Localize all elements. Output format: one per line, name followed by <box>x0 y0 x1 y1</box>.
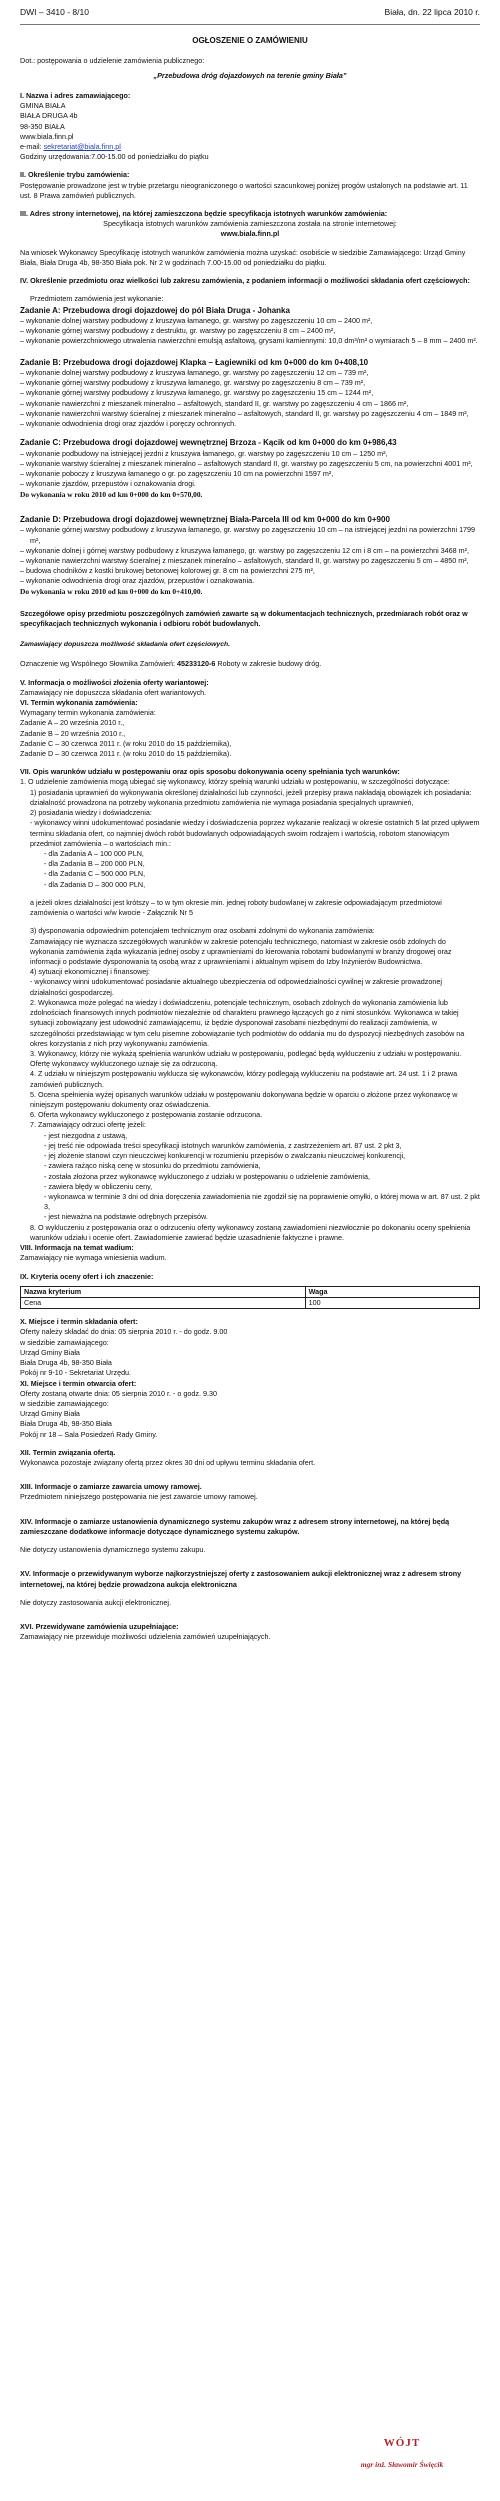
rejection-item: - jej złożenie stanowi czyn nieuczciwej konkurencji w rozumieniu przepisów o zwalczaniu nieuczciwej konkurencji, <box>44 1151 406 1161</box>
section-13-text: Przedmiotem niniejszego postępowania nie jest zawarcie umowy ramowej. <box>20 1492 258 1502</box>
submission-line: Pokój nr 9-10 - Sekretariat Urzędu. <box>20 1368 132 1378</box>
task-a-title: Zadanie A: Przebudowa drogi dojazdowej do pól Biała Druga - Johanka <box>20 305 290 315</box>
section-9 <box>20 1272 480 1310</box>
opening-line: Oferty zostaną otwarte dnia: 05 sierpnia 2010 r. - o godz. 9.30 <box>20 1388 217 1398</box>
address-line: BIAŁA DRUGA 4b <box>20 111 78 121</box>
task-c-title: Zadanie C: Przebudowa drogi dojazdowej wewnętrznej Brzoza - Kącik od km 0+000 do km 0+986,43 <box>20 438 397 448</box>
section-10 <box>20 1317 480 1378</box>
submission-line: w siedzibie zamawiającego: <box>20 1337 109 1347</box>
table-header-cell: Waga <box>305 1286 479 1297</box>
section-14-heading: XIV. Informacje o zamiarze ustanowienia dynamicznego systemu zakupów wraz z adresem strony internetowej, na której będą zamieszczane dodatkowe informacje dotyczące dynamicznego systemu zakupów. <box>20 1516 450 1536</box>
task-b-item: – wykonanie nawierzchni z mieszanek mineralno – asfaltowych, standard II, gr. warstwy po zagęszczeniu 4 cm – 1866 m², <box>20 398 409 408</box>
submission-line: Urząd Gminy Biała <box>20 1347 80 1357</box>
opening-line: Pokój nr 18 – Sala Posiedzeń Rady Gminy. <box>20 1429 158 1439</box>
section-11-heading: XI. Miejsce i termin otwarcia ofert: <box>20 1378 137 1388</box>
section-12-text: Wykonawca pozostaje związany ofertą przez okres 30 dni od upływu terminu składania ofert. <box>20 1458 316 1468</box>
section-5 <box>20 678 480 760</box>
section-7 <box>20 767 480 1243</box>
section-10-heading: X. Miejsce i termin składania ofert: <box>20 1317 138 1327</box>
condition-paragraph: 3. Wykonawcy, którzy nie wykażą spełnienia warunków udziału w postępowaniu, podlegać będą wykluczeniu z udziału w postępowaniu. Ofertę wykonawcy wykluczonego uznaje się za odrzuconą. <box>30 1048 462 1069</box>
condition-paragraph: 8. O wykluczeniu z postępowania oraz o odrzuceniu oferty wykonawcy zostaną zawiadomieni niezwłocznie po dokonaniu oceny spełnienia warunków udziału i ocenie ofert. Zawiadomienie zawierać będzie uzasadnienie faktyczne i prawne. <box>30 1222 471 1242</box>
task-d-note: Do wykonania w roku 2010 od km 0+000 do km 0+410,00. <box>20 586 203 596</box>
spec-website[interactable]: www.biala.finn.pl <box>220 229 280 239</box>
condition-paragraph: a jeżeli okres działalności jest krótszy – to w tym okresie min. jednej roboty budowlanej w zakresie odpowiadającym przedmiotowi zamówienia o wartości w/w kwocie - Załącznik Nr 5 <box>30 897 442 918</box>
table-header-cell: Nazwa kryterium <box>21 1286 306 1297</box>
section-3-text: Specyfikacja istotnych warunków zamówienia zamieszczona została na stronie internetowej: <box>103 219 397 229</box>
section-2-heading: II. Określenie trybu zamówienia: <box>20 170 130 180</box>
website-line: www.biala.finn.pl <box>20 131 74 141</box>
condition-paragraph: 4. Z udziału w niniejszym postępowaniu wyklucza się wykonawców, którzy podlegają wykluczeniu na podstawie art. 24 ust. 1 i 2 prawa zamówień publicznych. <box>30 1069 458 1089</box>
opening-line: w siedzibie zamawiającego: <box>20 1398 109 1408</box>
value-line: - dla Zadania A – 100 000 PLN, <box>44 849 144 858</box>
dot-line: Dot.: postępowania o udzielenie zamówienia publicznego: <box>20 56 205 66</box>
condition-paragraph: 2. Wykonawca może polegać na wiedzy i doświadczeniu, potencjale technicznym, osobach zdolnych do wykonania zamówienia lub zdolnościach finansowych innych podmiotów niezależnie od charakteru prawnego łączących go z nimi stosunków. Wykonawca w takiej sytuacji zobowiązany jest udowodnić zamawiającemu, iż będzie dysponował zasobami niezbędnymi do realizacji zamówienia, w szczególności przedstawiając w tym celu pisemne zobowiązanie tych podmiotów do oddania mu do dyspozycji niezbędnych zasobów na okres korzystania z nich przy wykonywaniu zamówienia. <box>30 997 465 1048</box>
task-b-title: Zadanie B: Przebudowa drogi dojazdowej Klapka – Łagiewniki od km 0+000 do km 0+408,10 <box>20 357 369 367</box>
table-row <box>21 1297 480 1308</box>
section-2-text: Postępowanie prowadzone jest w trybie przetargu nieograniczonego o wartości szacunkowej poniżej progów ustalonych na podstawie art. 11 ust. 8 Prawa zamówień publicznych. <box>20 180 468 200</box>
document-title: OGŁOSZENIE O ZAMÓWIENIU <box>192 36 308 46</box>
table-cell: 100 <box>305 1297 479 1308</box>
task-d-item: – wykonanie nawierzchni warstwy ścieralnej z mieszanek mineralno – asfaltowych, standard II, gr. warstwy po zagęszczeniu 5 cm – 4850 m², <box>20 556 469 566</box>
section-16 <box>20 1622 480 1642</box>
signature-stamp <box>342 2436 462 2470</box>
document-date: Biała, dn. 22 lipca 2010 r. <box>384 7 480 17</box>
cpv-line: Oznaczenie wg Wspólnego Słownika Zamówień: 45233120-6 Roboty w zakresie budowy dróg. <box>20 659 322 669</box>
task-a-item: – wykonanie powierzchniowego utrwalenia nawierzchni emulsją asfaltową, grysami kamiennymi: 10,0 dm³/m² o wymiarach 5 – 8 mm – 2400 m². <box>20 336 478 346</box>
cpv-code: 45233120-6 <box>177 659 216 669</box>
section-8-text: Zamawiający nie wymaga wniesienia wadium. <box>20 1253 167 1263</box>
section-7-heading: VII. Opis warunków udziału w postępowaniu oraz opis sposobu dokonywania oceny spełniania tych warunków: <box>20 767 400 777</box>
rejection-item: - jest nieważna na podstawie odrębnych przepisów. <box>44 1212 208 1222</box>
procurement-subject: „Przebudowa dróg dojazdowych na terenie gminy Biała” <box>153 70 347 80</box>
section-12 <box>20 1448 480 1468</box>
section-14-text: Nie dotyczy ustanowienia dynamicznego systemu zakupu. <box>20 1545 206 1555</box>
value-line: - dla Zadania C – 500 000 PLN, <box>44 869 146 879</box>
email-label: e-mail: <box>20 141 44 151</box>
opening-line: Biała Druga 4b, 98-350 Biała <box>20 1419 112 1429</box>
section-13-heading: XIII. Informacje o zamiarze zawarcia umowy ramowej. <box>20 1482 202 1492</box>
partial-offers-note: Zamawiający dopuszcza możliwość składania ofert częściowych. <box>20 640 231 648</box>
section-15 <box>20 1569 480 1608</box>
task-a-item: – wykonanie dolnej warstwy podbudowy z kruszywa łamanego, gr. warstwy po zagęszczeniu 10 cm – 2400 m², <box>20 315 373 325</box>
section-15-text: Nie dotyczy zastosowania aukcji elektronicznej. <box>20 1597 172 1607</box>
submission-line: Oferty należy składać do dnia: 05 sierpnia 2010 r. - do godz. 9.00 <box>20 1327 228 1337</box>
opening-line: Urząd Gminy Biała <box>20 1409 80 1419</box>
task-b-item: – wykonanie nawierzchni warstwy ścieralnej z mieszanek mineralno – asfaltowych, standard II, gr. warstwy po zagęszczeniu 4 cm – 1849 m², <box>20 408 469 418</box>
stamp-name: mgr inż. Sławomir Święcik <box>360 2459 444 2469</box>
task-b-item: – wykonanie górnej warstwy podbudowy z kruszywa łamanego, gr. warstwy po zagęszczeniu 8 cm – 739 m², <box>20 378 366 388</box>
email-link[interactable]: sekretariat@biala.finn.pl <box>43 141 121 151</box>
details-note: Szczegółowe opisy przedmiotu poszczególnych zamówień zawarte są w dokumentacjach technicznych, przedmiarach robót oraz w specyfikacjach technicznych wykonania i odbioru robót budowlanych. <box>20 609 468 629</box>
office-hours: Godziny urzędowania:7.00-15.00 od poniedziałku do piątku <box>20 152 209 162</box>
task-d-item: – budowa chodników z kostki brukowej betonowej kolorowej gr. 8 cm na powierzchni 275 m², <box>20 566 315 576</box>
task-c-item: – wykonanie podbudowy na istniejącej jezdni z kruszywa łamanego, gr. warstwy po zagęszczeniu 10 cm – 1250 m², <box>20 448 388 458</box>
task-b-item: – wykonanie odwodnienia drogi oraz zjazdów i poręczy ochronnych. <box>20 419 237 429</box>
address-line: 98-350 BIAŁA <box>20 121 65 131</box>
section-12-heading: XII. Termin związania ofertą. <box>20 1447 116 1457</box>
section-13 <box>20 1482 480 1502</box>
table-cell: Cena <box>21 1297 306 1308</box>
task-c-item: – wykonanie zjazdów, przepustów i oznakowania drogi. <box>20 479 196 489</box>
rejection-item: - została złożona przez wykonawcę wykluczonego z udziału w postępowaniu o udzielenie zamówienia, <box>44 1171 371 1181</box>
section-5-text: Zamawiający nie dopuszcza składania ofert wariantowych. <box>20 687 207 697</box>
task-d-item: – wykonanie górnej warstwy podbudowy z kruszywa łamanego, gr. warstwy po zagęszczeniu 10 cm – na istniejącej jezdni na powierzchni 1799 m², <box>20 525 476 545</box>
deadline-line: Zadanie A – 20 września 2010 r., <box>20 718 125 728</box>
section-15-heading: XV. Informacje o przewidywanym wyborze najkorzystniejszej oferty z zastosowaniem aukcji elektronicznej wraz z adresem strony internetowej, na której będzie prowadzona aukcja elektroniczna <box>20 1569 462 1589</box>
submission-line: Biała Druga 4b, 98-350 Biała <box>20 1358 112 1368</box>
section-5-heading: V. Informacja o możliwości złożenia oferty wariantowej: <box>20 677 209 687</box>
rejection-item: - zawiera błędy w obliczeniu ceny, <box>44 1181 153 1191</box>
condition-paragraph: 1) posiadania uprawnień do wykonywania określonej działalności lub czynności, jeżeli przepisy prawa nakładają obowiązek ich posiadania: działalność prowadzona na potrzeby wykonania przedmiotu zamówienia nie wymaga posiadania specjalnych uprawnień, <box>30 787 472 807</box>
rejection-item: - zawiera rażąco niską cenę w stosunku do przedmiotu zamówienia, <box>44 1161 261 1171</box>
condition-paragraph: 4) sytuacji ekonomicznej i finansowej: <box>30 967 150 977</box>
section-14 <box>20 1517 480 1556</box>
section-3-text2: Na wniosek Wykonawcy Specyfikację istotnych warunków zamówienia można uzyskać: osobiście w siedzibie Zamawiającego: Urząd Gminy Biała, Biała Druga 4b, 98-350 Biała pok. Nr 2 w godzinach 7.00-15.00 od poniedziałku do piątku. <box>20 247 466 267</box>
task-d-item: – wykonanie dolnej i górnej warstwy podbudowy z kruszywa łamanego, gr. warstwy po zagęszczeniu 12 cm i 8 cm – na powierzchni 3468 m², <box>20 545 470 555</box>
section-4-intro: Przedmiotem zamówienia jest wykonanie: <box>30 294 164 304</box>
deadline-line: Zadanie B – 20 września 2010 r., <box>20 728 126 738</box>
condition-paragraph: 7. Zamawiający odrzuci ofertę jeżeli: <box>30 1120 146 1130</box>
section-4-heading: IV. Określenie przedmiotu oraz wielkości lub zakresu zamówienia, z podaniem informacji o możliwości składania ofert częściowych: <box>20 276 470 286</box>
section-1-heading: I. Nazwa i adres zamawiającego: <box>20 90 131 100</box>
condition-paragraph: Zamawiający nie wyznacza szczegółowych warunków w zakresie potencjału technicznego, natomiast w zakresie osób zdolnych do wykonania zamówienia żąda wykazania jednej osoby z uprawnieniami do kierowania robotami budowlanymi w branży drogowej oraz informacji o podstawie dysponowania tą osobą wraz z uprawnieniami i aktualnym wpisem do Izby Inżynierów Budownictwa. <box>30 936 452 966</box>
section-16-text: Zamawiający nie przewiduje możliwości udzielenia zamówień uzupełniających. <box>20 1632 271 1642</box>
rejection-item: - jej treść nie odpowiada treści specyfikacji istotnych warunków zamówienia, z zastrzeżeniem art. 87 ust. 2 pkt 3, <box>44 1140 402 1150</box>
task-b-item: – wykonanie górnej warstwy podbudowy z kruszywa łamanego, gr. warstwy po zagęszczeniu 15 cm – 1244 m², <box>20 388 374 398</box>
condition-paragraph: 2) posiadania wiedzy i doświadczenia: <box>30 808 152 818</box>
condition-paragraph: 1. O udzielenie zamówienia mogą ubiegać się wykonawcy, którzy spełnią warunki udziału w postępowaniu, w szczególności dotyczące: <box>20 777 450 787</box>
condition-paragraph: 3) dysponowania odpowiednim potencjałem technicznym oraz osobami zdolnymi do wykonania zamówienia: <box>30 926 375 936</box>
deadline-line: Wymagany termin wykonania zamówienia: <box>20 708 156 718</box>
section-1 <box>20 91 480 163</box>
section-16-heading: XVI. Przewidywane zamówienia uzupełniające: <box>20 1622 179 1631</box>
deadline-line: Zadanie C – 30 czerwca 2011 r. (w roku 2010 do 15 października), <box>20 738 232 748</box>
rejection-item: - wykonawca w terminie 3 dni od dnia doręczenia zawiadomienia nie zgodził się na poprawienie omyłki, o której mowa w art. 87 ust. 2 pkt 3, <box>44 1192 480 1212</box>
section-6-heading: VI. Termin wykonania zamówienia: <box>20 697 138 707</box>
task-c-note: Do wykonania w roku 2010 od km 0+000 do km 0+570,00. <box>20 489 203 499</box>
rejection-item: - jest niezgodna z ustawą, <box>44 1130 128 1140</box>
table-header-row <box>21 1286 480 1297</box>
section-11 <box>20 1379 480 1440</box>
section-8-heading: VIII. Informacja na temat wadium: <box>20 1243 134 1253</box>
reference-number: DWI – 3410 - 8/10 <box>20 7 89 17</box>
criteria-table <box>20 1286 480 1309</box>
condition-paragraph: - wykonawcy winni udokumentować posiadanie wiedzy i doświadczenia poprzez wykazanie realizacji w okresie ostatnich 5 lat przed upływem terminu składania ofert, co najmniej dwóch robót budowlanych odpowiadających swoim rodzajem i wartością, robotom stanowiącym przedmiot zamówienia – o wartościach min.: <box>30 818 480 848</box>
section-3-heading: III. Adres strony internetowej, na której zamieszczona będzie specyfikacja istotnych warunków zamówienia: <box>20 209 388 219</box>
section-3 <box>20 209 480 268</box>
section-9-heading: IX. Kryteria oceny ofert i ich znaczenie: <box>20 1271 154 1281</box>
condition-paragraph: - wykonawcy winni udokumentować posiadanie aktualnego ubezpieczenia od odpowiedzialności cywilnej w zakresie prowadzonej działalności gospodarczej. <box>30 977 442 997</box>
task-d-title: Zadanie D: Przebudowa drogi dojazdowej wewnętrznej Biała-Parcela III od km 0+000 do km 0+900 <box>20 515 390 525</box>
condition-paragraph: 6. Oferta wykonawcy wykluczonego z postępowania zostanie odrzucona. <box>30 1110 263 1120</box>
task-d-item: – wykonanie odwodnienia drogi oraz zjazdów, przepustów i oznakowania. <box>20 576 255 586</box>
stamp-title: WÓJT <box>383 2437 421 2449</box>
document-header <box>20 6 480 18</box>
task-a-item: – wykonanie górnej warstwy podbudowy z destruktu, gr. warstwy po zagęszczeniu 8 cm – 2400 m², <box>20 326 336 336</box>
value-line: - dla Zadania B – 200 000 PLN, <box>44 859 145 869</box>
deadline-line: Zadanie D – 30 czerwca 2011 r. (w roku 2010 do 15 października). <box>20 749 232 759</box>
section-2 <box>20 170 480 201</box>
section-4 <box>20 276 480 669</box>
task-b-item: – wykonanie dolnej warstwy podbudowy z kruszywa łamanego, gr. warstwy po zagęszczeniu 12 cm – 739 m², <box>20 367 369 377</box>
task-c-item: – wykonanie poboczy z kruszywa łamanego o gr. po zagęszczeniu 10 cm na powierzchni 1597 m², <box>20 469 334 479</box>
condition-paragraph: 5. Ocena spełnienia wyżej opisanych warunków udziału w postępowaniu dokonywana będzie w oparciu o złożone przez wykonawcę w niniejszym postępowaniu dokumenty oraz oświadczenia. <box>30 1089 458 1110</box>
section-8 <box>20 1243 480 1263</box>
task-c-item: – wykonanie warstwy ścieralnej z mieszanek mineralno – asfaltowych standard II, gr. warstwy po zagęszczeniu 5 cm, na powierzchni 4001 m², <box>20 458 473 468</box>
header-divider <box>20 24 480 25</box>
value-line: - dla Zadania D – 300 000 PLN, <box>44 879 146 889</box>
email-line <box>20 142 480 152</box>
address-line: GMINA BIAŁA <box>20 101 66 111</box>
